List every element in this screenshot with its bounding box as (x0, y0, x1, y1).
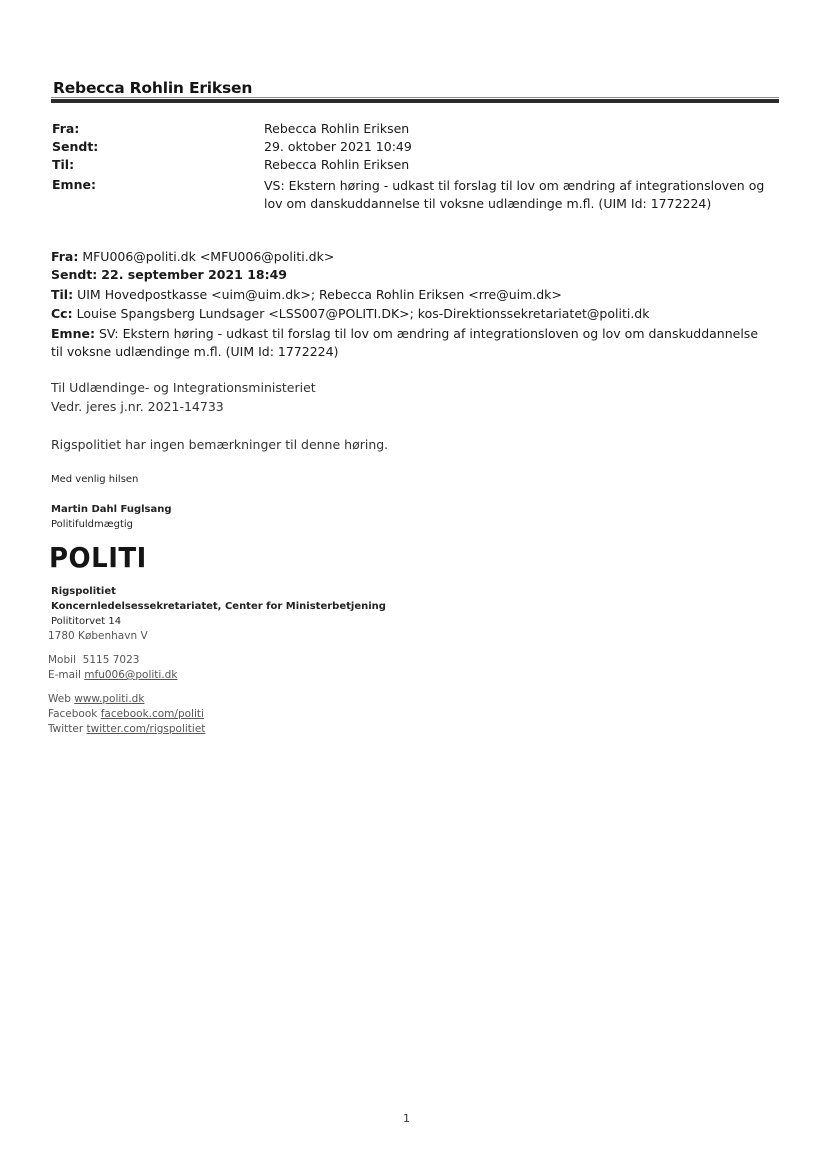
meta-fra-value: Rebecca Rohlin Eriksen (264, 121, 410, 136)
web-label: Web (48, 693, 71, 705)
meta-emne-label: Emne: (52, 177, 96, 192)
meta-fra-label: Fra: (52, 121, 80, 136)
meta-sendt-label: Sendt: (52, 139, 99, 154)
forwarded-sendt-value: 22. september 2021 18:49 (101, 267, 288, 282)
signature-city: 1780 København V (48, 630, 148, 642)
forwarded-til-label: Til: (51, 287, 74, 302)
signature-web (48, 693, 144, 705)
facebook-label: Facebook (48, 708, 98, 720)
mobil-label: Mobil (48, 654, 76, 666)
meta-til-label: Til: (52, 157, 75, 172)
forwarded-til (51, 287, 562, 302)
header-divider (51, 99, 779, 103)
signature-email (48, 669, 177, 681)
forwarded-cc-value: Louise Spangsberg Lundsager <LSS007@POLITI.DK>; kos-Direktionssekretariatet@politi.dk (76, 306, 650, 321)
body-message: Rigspolitiet har ingen bemærkninger til denne høring. (51, 437, 389, 452)
body-recipient: Til Udlændinge- og Integrationsministeriet (51, 380, 316, 395)
forwarded-cc (51, 306, 649, 321)
twitter-label: Twitter (48, 723, 84, 735)
forwarded-fra-value: MFU006@politi.dk <MFU006@politi.dk> (82, 249, 335, 264)
meta-til-value: Rebecca Rohlin Eriksen (264, 157, 410, 172)
email-link[interactable]: mfu006@politi.dk (84, 669, 178, 681)
forwarded-sendt (51, 267, 287, 282)
forwarded-emne-value: SV: Ekstern høring - udkast til forslag til lov om ændring af integrationsloven og lov om danskuddannelse til voksne udlændinge m.fl. (UIM Id: 1772224) (51, 326, 759, 359)
forwarded-til-value: UIM Hovedpostkasse <uim@uim.dk>; Rebecca Rohlin Eriksen <rre@uim.dk> (77, 287, 562, 302)
forwarded-sendt-label: Sendt: (51, 267, 98, 282)
web-link[interactable]: www.politi.dk (74, 693, 145, 705)
signature-name: Martin Dahl Fuglsang (51, 504, 172, 515)
body-greeting: Med venlig hilsen (51, 474, 139, 485)
forwarded-cc-label: Cc: (51, 306, 73, 321)
meta-emne-value: VS: Ekstern høring - udkast til forslag til lov om ændring af integrationsloven og lov om danskuddannelse til voksne udlændinge m.fl. (UIM Id: 1772224) (264, 178, 765, 211)
twitter-link[interactable]: twitter.com/rigspolitiet (86, 723, 206, 735)
facebook-link[interactable]: facebook.com/politi (100, 708, 204, 720)
signature-department: Koncernledelsessekretariatet, Center for Ministerbetjening (51, 601, 386, 612)
signature-twitter (48, 723, 205, 735)
signature-street: Polititorvet 14 (51, 616, 122, 627)
forwarded-emne-label: Emne: (51, 326, 95, 341)
header-divider-thin (51, 97, 779, 98)
signature-mobil (48, 654, 139, 666)
forwarded-emne (51, 325, 771, 361)
forwarded-fra (51, 249, 334, 264)
meta-sendt-value: 29. oktober 2021 10:49 (264, 139, 412, 154)
mobil-value: 5115 7023 (82, 654, 140, 666)
email-label: E-mail (48, 669, 81, 681)
signature-title: Politifuldmægtig (51, 519, 133, 530)
body-reference: Vedr. jeres j.nr. 2021-14733 (51, 399, 224, 414)
document-header-name: Rebecca Rohlin Eriksen (53, 79, 253, 97)
page-number: 1 (403, 1112, 410, 1125)
forwarded-fra-label: Fra: (51, 249, 79, 264)
signature-facebook (48, 708, 204, 720)
signature-org: Rigspolitiet (51, 586, 116, 597)
politi-logo: POLITI (49, 543, 147, 575)
